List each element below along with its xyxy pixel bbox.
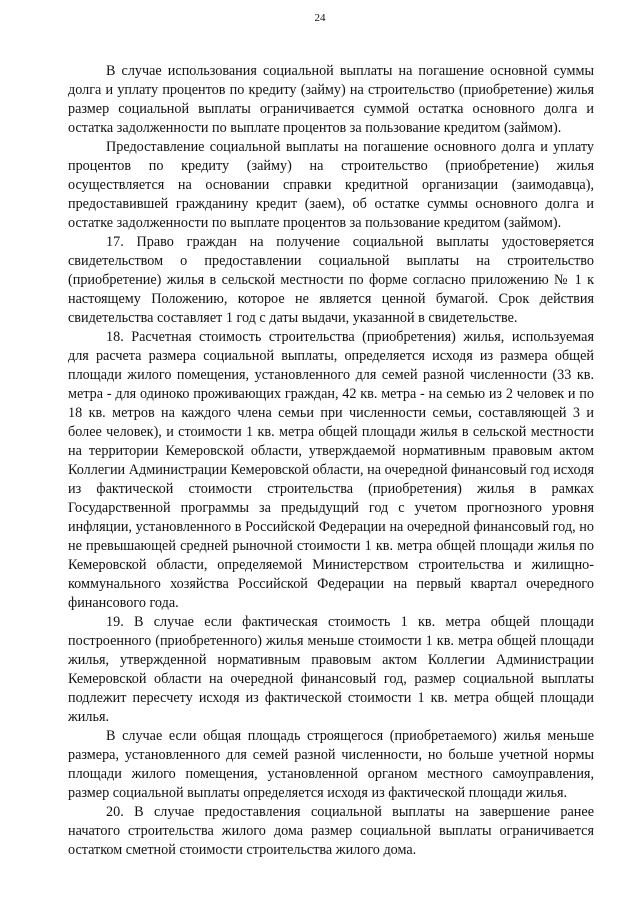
paragraph-20: 20. В случае предоставления социальной выплаты на завершение ранее начатого строительства жилого дома размер социальной выплаты ограничивается остатком сметной стоимости строительства жилого дома. xyxy=(68,804,594,858)
paragraph-17: 17. Право граждан на получение социальной выплаты удостоверяется свидетельством о предоставлении социальной выплаты на строительство (приобретение) жилья в сельской местности по форме согласно приложению № 1 к настоящему Положению, которое не является ценной бумагой. Срок действия свидетельства составляет 1 год с даты выдачи, указанной в свидетельстве. xyxy=(68,234,594,326)
paragraph-1: В случае использования социальной выплаты на погашение основной суммы долга и уплату процентов по кредиту (займу) на строительство (приобретение) жилья размер социальной выплаты ограничивается суммой остатка основного долга и остатка задолженности по выплате процентов за пользование кредитом (займом). xyxy=(68,63,594,136)
page-number: 24 xyxy=(314,12,326,24)
paragraph-19-continued: В случае если общая площадь строящегося (приобретаемого) жилья меньше размера, установленного для семей разной численности, но больше учетной нормы площади жилого помещения, установленной органом местного самоуправления, размер социальной выплаты определяется исходя из фактической площади жилья. xyxy=(68,728,594,801)
paragraph-19: 19. В случае если фактическая стоимость 1 кв. метра общей площади построенного (приобретенного) жилья меньше стоимости 1 кв. метра общей площади жилья, утвержденной нормативным правовым актом Коллегии Администрации Кемеровской области на очередной финансовый год, размер социальной выплаты подлежит пересчету исходя из фактической стоимости 1 кв. метра общей площади жилья. xyxy=(68,614,594,725)
paragraph-18: 18. Расчетная стоимость строительства (приобретения) жилья, используемая для расчета размера социальной выплаты, определяется исходя из размера общей площади жилого помещения, установленного для семей разной численности (33 кв. метра - для одиноко проживающих граждан, 42 кв. метра - на семью из 2 человек и по 18 кв. метров на каждого члена семьи при численности семьи, составляющей 3 и более человек), и стоимости 1 кв. метра общей площади жилья в сельской местности на территории Кемеровской области, утверждаемой нормативным правовым актом Коллегии Администрации Кемеровской области, на очередной финансовый год исходя из фактической стоимости строительства (приобретения) жилья в рамках Государственной программы за предыдущий год с учетом прогнозного уровня инфляции, установленного в Российской Федерации на очередной финансовый год, но не превышающей средней рыночной стоимости 1 кв. метра общей площади жилья по Кемеровской области, определяемой Министерством строительства и жилищно-коммунального хозяйства Российской Федерации на первый квартал очередного финансового года. xyxy=(68,329,594,611)
document-body xyxy=(68,62,594,860)
paragraph-2: Предоставление социальной выплаты на погашение основного долга и уплату процентов по кредиту (займу) на строительство (приобретение) жилья осуществляется на основании справки кредитной организации (заимодавца), предоставившей гражданину кредит (заем), об остатке суммы основного долга и остатке задолженности по выплате процентов за пользование кредитом (займом). xyxy=(68,139,594,231)
